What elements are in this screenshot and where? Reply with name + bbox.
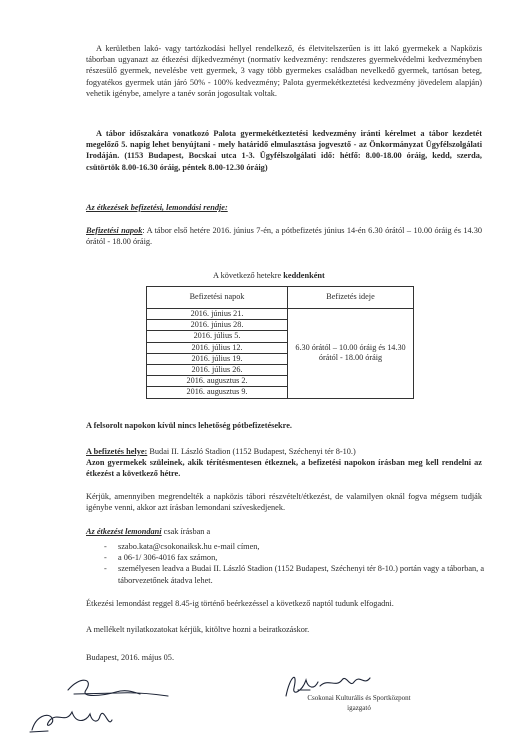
table-header-row: [147, 287, 414, 309]
signature-organization: Csokonai Kulturális és Sportközpont: [307, 694, 411, 702]
time-cell: 6.30 órától – 10.00 óráig és 14.30 órától - 18.00 óráig: [288, 309, 414, 399]
place-date: Budapest, 2016. május 05.: [86, 653, 175, 662]
payment-location-label: A befizetés helye:: [86, 447, 148, 456]
list-dash: -: [104, 542, 107, 551]
date-cell: 2016. augusztus 9.: [147, 387, 288, 398]
cancellation-intro: [86, 526, 482, 537]
payment-location: [86, 446, 482, 457]
left-signature: [28, 672, 178, 734]
attachment-note: A mellékelt nyilatkozatokat kérjük, kitöltve hozni a beiratkozáskor.: [86, 625, 310, 634]
date-cell: 2016. június 28.: [147, 320, 288, 331]
deadline-notice: A tábor időszakára vonatkozó Palota gyermekétkeztetési kedvezmény iránti kérelmet a tábor kezdetét megelőző 5. napig lehet benyújtani - mely határidő elmulasztása jogvesztő - az Önkormányzat Ügyfélszolgálati Irodáján. (1153 Budapest, Bocskai utca 1-3. Ügyfélszolgálati idő: hétfő: 8.00-18.00 óráig, kedd, szerda, csütörtök 8.00-16.30 óráig, péntek 8.00-12.30 óráig): [86, 129, 482, 172]
cancel-deadline: Étkezési lemondást reggel 8.45-ig történő beérkezéssel a következő naptól tudunk elfogadni.: [86, 599, 394, 608]
request-paragraph: Kérjük, amennyiben megrendelték a napközis tábori részvételt/étkezést, de valamilyen oknál fogva mégsem tudják igénybe venni, akkor azt írásban lemondani szíveskedjenek.: [86, 492, 482, 513]
right-signature-block: [284, 693, 434, 713]
list-dash: -: [104, 564, 107, 574]
list-item-text: személyesen leadva a Budai II. László Stadion (1152 Budapest, Széchenyi tér 8-10.) portán vagy a táborban, a táborvezetőnek átadva lehet.: [118, 564, 485, 585]
list-item: [104, 552, 484, 563]
date-cell: 2016. július 19.: [147, 353, 288, 364]
cancellation-text: csak írásban a: [161, 527, 211, 536]
header-payment-time: Befizetés ideje: [288, 287, 414, 309]
table-row: [147, 309, 414, 320]
date-cell: 2016. július 5.: [147, 331, 288, 342]
header-payment-days: Befizetési napok: [147, 287, 288, 309]
payment-days-paragraph: [86, 225, 482, 247]
payment-location-text: Budai II. László Stadion (1152 Budapest, Széchenyi tér 8-10.): [147, 447, 356, 456]
payment-days-label: Befizetési napok: [86, 226, 143, 235]
signature-title: igazgató: [347, 704, 371, 712]
table-caption-emphasis: keddenként: [283, 271, 325, 280]
intro-paragraph: A kerületben lakó- vagy tartózkodási hellyel rendelkező, és életvitelszerűen is itt lakó gyermekek a Napközis táborban ugyanazt az étkezési díjkedvezményt (normatív kedvezmény: rendszeres gyermekvédelmi kedvezményben részesülő gyermek, nevelésbe vett gyermek, 3 vagy több gyermekes családban nevelkedő gyermek, tartósan beteg, fogyatékos gyermek után járó 50% - 100% kedvezmény; Palota gyermekétkeztetési kedvezmény jövedelem alapján) vehetik igénybe, amelyre a tanév során jogosultak voltak.: [86, 44, 482, 98]
section-heading: Az étkezések befizetési, lemondási rendje:: [86, 203, 228, 212]
date-cell: 2016. július 12.: [147, 342, 288, 353]
payment-days-text: : A tábor első hetére 2016. június 7-én, a pótbefizetés június 14-én 6.30 órától – 10.00 óráig és 14.30 órától - 18.00 óráig.: [86, 226, 483, 247]
payment-schedule-table: [146, 286, 414, 399]
list-item: [104, 541, 484, 552]
no-late-payment-notice: A felsorolt napokon kívül nincs lehetőség pótbefizetésekre.: [86, 421, 292, 430]
table-caption: [213, 270, 473, 281]
list-item-text: szabo.kata@csokonaiksk.hu e-mail címen,: [118, 542, 260, 551]
list-dash: -: [104, 553, 107, 563]
free-meal-notice: Azon gyermekek szüleinek, akik térítésmentesen étkeznek, a befizetési napokon írásban meg kell rendelni az étkezést a következő hétre.: [86, 458, 482, 479]
cancellation-methods-list: [104, 541, 484, 586]
cancellation-label: Az étkezést lemondani: [86, 527, 162, 536]
list-item: [104, 563, 484, 585]
table-caption-prefix: A következő hetekre: [213, 271, 284, 280]
date-cell: 2016. június 21.: [147, 309, 288, 320]
list-item-text: a 06-1/ 306-4016 fax számon,: [118, 553, 218, 563]
date-cell: 2016. július 26.: [147, 365, 288, 376]
date-cell: 2016. augusztus 2.: [147, 376, 288, 387]
